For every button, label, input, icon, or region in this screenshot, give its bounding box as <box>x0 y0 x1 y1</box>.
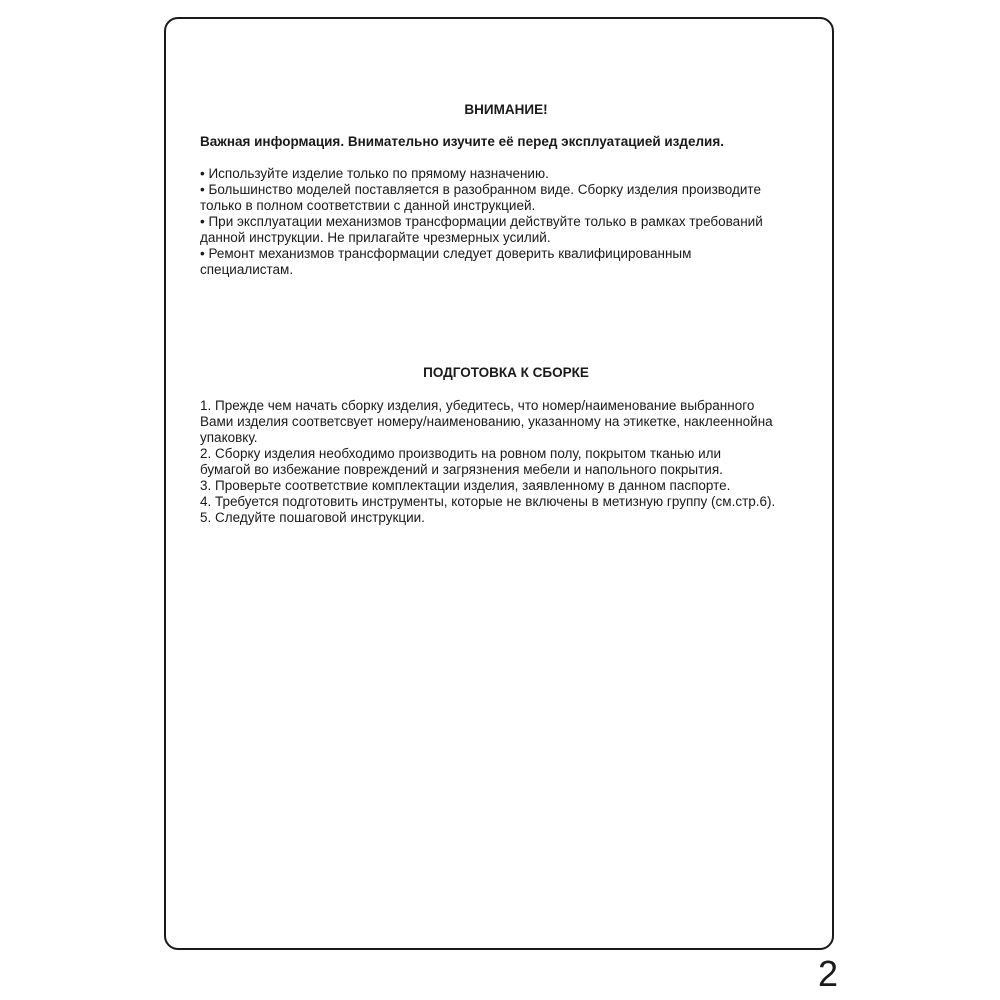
preparation-title: ПОДГОТОВКА К СБОРКЕ <box>423 365 589 380</box>
warning-item-4: • Ремонт механизмов трансформации следует доверить квалифицированным специалистам. <box>200 246 692 277</box>
preparation-section <box>200 365 812 526</box>
page-number: 2 <box>817 953 838 994</box>
preparation-item-2: 2. Сборку изделия необходимо производить на ровном полу, покрытом тканью или бумагой во избежание повреждений и загрязнения мебели и напольного покрытия. <box>200 446 723 477</box>
preparation-list <box>200 398 812 526</box>
warning-item-3: • При эксплуатации механизмов трансформации действуйте только в рамках требований данной инструкции. Не прилагайте чрезмерных усилий. <box>200 214 763 245</box>
preparation-item-1: 1. Прежде чем начать сборку изделия, убедитесь, что номер/наименование выбранного Вами изделия соответсвует номеру/наименованию, указанному на этикетке, наклееннойна упаковку. <box>200 398 773 445</box>
warning-title: ВНИМАНИЕ! <box>464 102 548 117</box>
warning-item-1: • Используйте изделие только по прямому назначению. <box>200 166 549 181</box>
warning-list <box>200 166 812 278</box>
warning-lead: Важная информация. Внимательно изучите её перед эксплуатацией изделия. <box>200 134 724 149</box>
preparation-item-3: 3. Проверьте соответствие комплектации изделия, заявленному в данном паспорте. <box>200 478 731 493</box>
preparation-item-5: 5. Следуйте пошаговой инструкции. <box>200 510 425 525</box>
preparation-item-4: 4. Требуется подготовить инструменты, которые не включены в метизную группу (см.стр.6). <box>200 494 776 509</box>
warning-item-2: • Большинство моделей поставляется в разобранном виде. Сборку изделия производите только в полном соответствии с данной инструкцией. <box>200 182 761 213</box>
warning-section <box>200 102 812 278</box>
